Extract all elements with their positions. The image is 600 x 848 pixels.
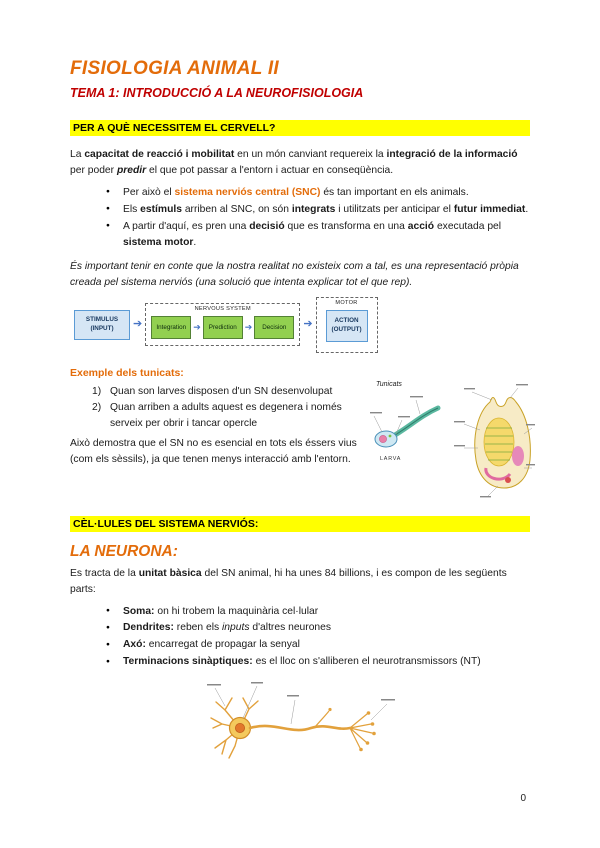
text-run-bold: integrats (291, 203, 336, 215)
text-run-bold: capacitat de reacció i mobilitat (84, 149, 235, 160)
bullet-estimuls (70, 202, 530, 218)
page-number: 0 (520, 793, 526, 804)
text-run: Per això el (123, 186, 175, 198)
text-run: el que pot passar a l'entorn i actuar en conseqüència. (146, 164, 394, 176)
tunicate-larva-drawing (375, 408, 438, 447)
text-run-bold: sistema motor (123, 236, 194, 248)
neuron-figure (195, 678, 405, 770)
text-run: arriben al SNC, on són (181, 203, 292, 215)
text-run: on hi trobem la maquinària cel·lular (154, 605, 319, 617)
text-run: reben els (173, 622, 223, 634)
text-run: i utilitzats per anticipar el (335, 203, 454, 215)
larva-greek-text (370, 396, 423, 417)
nervous-system-label: NERVOUS SYSTEM (194, 306, 251, 313)
snc-accent-text: sistema nerviós central (SNC) (174, 186, 324, 198)
tunicate-figure (368, 376, 536, 502)
text-run: executada pel (434, 220, 502, 232)
text-run-bold-italic: predir (116, 164, 147, 176)
note-paragraph: És important tenir en conte que la nostra realitat no existeix com a tal, es una representació pròpia creada pel sistema nerviós (una solució que intenta explicar tot el que rep). (70, 260, 519, 288)
action-label: ACTION (334, 316, 359, 324)
text-run: es el lloc on s'alliberen el neurotransmissors (NT) (252, 656, 481, 668)
arrow-right-icon: ➔ (193, 322, 201, 333)
text-run: Es tracta de la (70, 567, 139, 579)
brain-bullet-list (70, 185, 530, 251)
stimulus-sublabel: (INPUT) (90, 324, 114, 332)
doc-subtitle: TEMA 1: INTRODUCCIÓ A LA NEUROFISIOLOGIA (70, 86, 364, 100)
text-run: que es transforma en una (284, 220, 408, 232)
part-label: Dendrites: (123, 622, 174, 634)
text-run: Els (123, 203, 141, 215)
arrow-right-icon: ➔ (244, 322, 253, 333)
stimulus-label: STIMULUS (85, 315, 119, 323)
text-run: és tan important en els animals. (323, 186, 469, 198)
list-text: Quan son larves disposen d'un SN desenvolupat (110, 385, 333, 397)
text-run-italic: inputs (222, 622, 250, 634)
motor-box (316, 297, 378, 353)
intro-paragraph (70, 147, 530, 179)
part-label: Soma: (123, 605, 155, 617)
stimulus-box (74, 310, 130, 340)
text-run: A partir d'aquí, es pren una (123, 220, 250, 232)
neurona-intro (70, 566, 530, 598)
text-run: La (70, 149, 85, 160)
list-number: 1) (92, 385, 102, 397)
part-label: Axó: (123, 639, 146, 651)
text-run: per poder (70, 164, 117, 176)
tunicats-conclusion: Això demostra que el SN no es esencial en tots els éssers vius (com els sèssils), ja que tenen menys interacció amb l'entorn. (70, 437, 357, 465)
text-run: d'altres neurones (249, 622, 332, 634)
motor-label: MOTOR (335, 299, 358, 306)
text-run-bold: estímuls (140, 203, 182, 215)
nervous-system-steps (151, 316, 294, 339)
list-item (70, 384, 374, 399)
bullet-terminacions (70, 654, 530, 670)
larva-caption: LARVA (380, 455, 402, 462)
larva-label-lines (374, 400, 420, 434)
action-box (326, 310, 368, 342)
bullet-dendrites (70, 620, 530, 636)
text-run: . (193, 236, 197, 248)
tunicats-heading: Exemple dels tunicats: (70, 366, 184, 379)
list-text: Quan arriben a adults aquest es degenera i només serveix per obrir i tancar opercle (110, 402, 342, 429)
neuron-parts-list (70, 604, 530, 671)
flow-diagram (74, 297, 530, 353)
nucleus-drawing (235, 724, 244, 733)
tunicats-numbered-list (70, 384, 374, 431)
text-run-bold: futur immediat (453, 203, 526, 215)
bullet-axo (70, 637, 530, 653)
axon-drawing (250, 726, 350, 730)
tunicats-section (70, 380, 530, 506)
tunicats-text-column (70, 384, 374, 468)
section-heading-cellules: CÈL·LULES DEL SISTEMA NERVIÓS: (70, 516, 530, 532)
text-run-bold: acció (407, 220, 435, 232)
doc-title: FISIOLOGIA ANIMAL II (70, 58, 280, 79)
bullet-soma (70, 604, 530, 620)
axon-branch-drawing (315, 711, 329, 727)
arrow-right-icon: ➔ (133, 318, 143, 331)
neurona-heading: LA NEURONA: (70, 542, 178, 560)
tunicate-adult-drawing (475, 397, 531, 488)
neuron-greek-text (207, 682, 395, 701)
bullet-snc (70, 185, 530, 201)
text-run: en un món canviant requereix la (234, 149, 387, 160)
text-run: . (525, 203, 529, 215)
list-number: 2) (92, 402, 102, 414)
text-run: del SN animal, hi ha unes 84 billions, i es compon de les següents parts: (70, 567, 507, 595)
text-run-bold: decisió (249, 220, 285, 232)
prediction-box: Prediction (203, 316, 243, 339)
section-heading-cervell: PER A QUÈ NECESSITEM EL CERVELL? (70, 120, 530, 136)
tunicate-figure-title: Tunicats (376, 380, 402, 388)
list-item (70, 400, 374, 431)
bullet-decisio (70, 219, 530, 251)
action-sublabel: (OUTPUT) (331, 325, 362, 333)
text-run: encarregat de propagar la senyal (145, 639, 300, 651)
decision-box: Decision (254, 316, 294, 339)
part-label: Terminacions sinàptiques: (123, 656, 253, 668)
text-run-bold: unitat bàsica (138, 567, 202, 579)
nervous-system-box (145, 303, 300, 346)
text-run-bold: integració de la informació (386, 149, 518, 160)
integration-box: Integration (151, 316, 191, 339)
arrow-right-icon: ➔ (303, 318, 313, 331)
